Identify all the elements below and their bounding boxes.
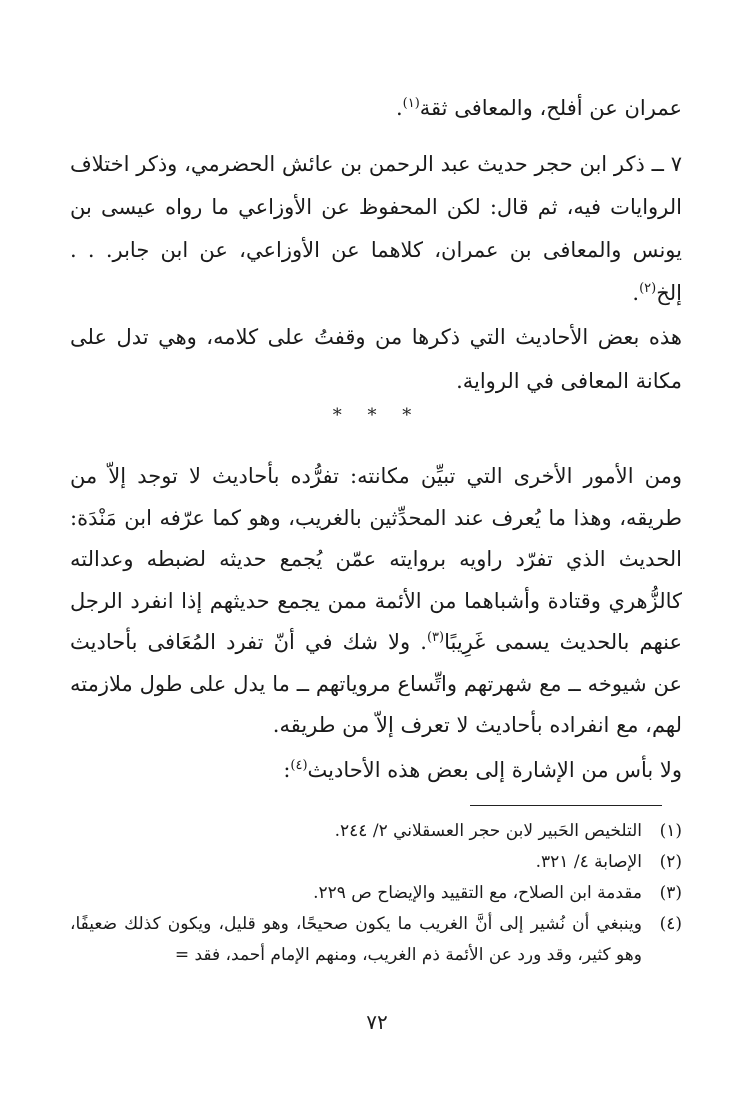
paragraph-text-cont: . ولا شك في أنّ تفرد المُعَافى بأحاديث عن شيوخه ــ مع شهرتهم واتِّساع مروياتهم ــ ما يدل على طول ملازمته لهم، مع انفراده بأحاديث لا تعرف إلاّ من طريقه. [70, 630, 682, 737]
footnote-ref-4: (٤) [290, 758, 308, 773]
paragraph-intro-hadiths [70, 750, 682, 790]
paragraph-item-7 [70, 143, 682, 315]
footnotes [70, 816, 682, 971]
footnote-number: (١) [659, 821, 682, 841]
footnote-text: وينبغي أن نُشير إلى أنَّ الغريب ما يكون صحيحًا، وهو قليل، ويكون كذلك ضعيفًا، وهو كثير، وقد ورد عن الأئمة ذم الغريب، ومنهم الإمام أحمد، فقد = [70, 914, 642, 965]
footnote-item [70, 878, 682, 909]
paragraph-end: . [395, 96, 403, 120]
footnote-text: مقدمة ابن الصلاح، مع التقييد والإيضاح ص ٢٢٩. [313, 883, 642, 903]
footnote-item [70, 847, 682, 878]
footnote-item [70, 909, 682, 971]
footnote-text: الإصابة ٤/ ٣٢١. [535, 852, 642, 872]
paragraph-text: ولا بأس من الإشارة إلى بعض هذه الأحاديث [307, 758, 682, 782]
paragraph-text: ٧ ــ ذكر ابن حجر حديث عبد الرحمن بن عائش الحضرمي، وذكر اختلاف الروايات فيه، ثم قال: لكن المحفوظ عن الأوزاعي ما رواه عيسى بن يونس والمعافى بن عمران، كلاهما عن الأوزاعي، عن ابن جابر. . . إلخ [70, 152, 682, 305]
section-separator: * * * [332, 405, 422, 426]
paragraph-summary [70, 315, 682, 403]
paragraph-gharib [70, 456, 682, 747]
paragraph-end: . [632, 281, 640, 305]
footnote-ref-3: (٣) [426, 630, 445, 645]
footnote-ref-1: (١) [402, 96, 420, 111]
footnote-number: (٤) [659, 914, 682, 934]
footnote-text: التلخيص الحَبير لابن حجر العسقلاني ٢/ ٢٤٤. [334, 821, 642, 841]
page-number: ٧٢ [366, 1010, 388, 1034]
paragraph-text: عمران عن أفلح، والمعافى ثقة [419, 96, 682, 120]
footnote-number: (٣) [659, 883, 682, 903]
footnote-number: (٢) [659, 852, 682, 872]
paragraph-text: ومن الأمور الأخرى التي تبيِّن مكانته: تفرُّده بأحاديث لا توجد إلاّ من طريقه، وهذا ما يُعرف عند المحدِّثين بالغريب، وهو كما عرّفه ابن مَنْدَة: الحديث الذي تفرّد راويه بروايته عمّن يُجمع حديثه لضبطه وعدالته كالزُّهري وقتادة وأشباهما من الأئمة ممن يجمع حديثهم إذا انفرد الرجل عنهم بالحديث يسمى غَرِيبًا [70, 464, 683, 654]
footnote-divider [470, 805, 662, 806]
paragraph-text: هذه بعض الأحاديث التي ذكرها من وقفتُ على كلامه، وهي تدل على مكانة المعافى في الرواية. [70, 325, 682, 393]
paragraph-end: : [283, 758, 291, 782]
footnote-item [70, 816, 682, 847]
paragraph-continuation [70, 88, 682, 128]
footnote-ref-2: (٢) [639, 281, 657, 296]
